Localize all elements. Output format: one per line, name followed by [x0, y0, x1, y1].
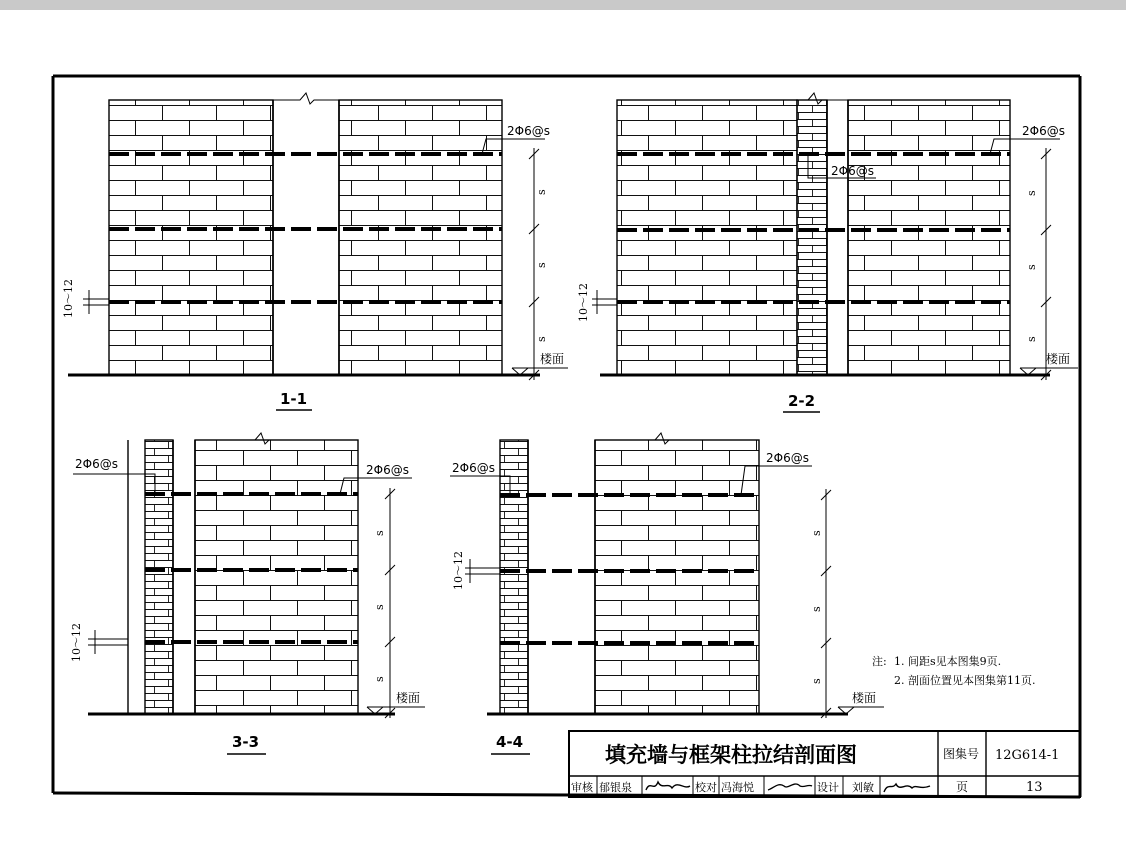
spacing-dimension [385, 488, 395, 718]
brick-wall-right [339, 100, 502, 375]
spacing-s: s [1025, 190, 1038, 196]
floor-label: 楼面 [396, 691, 421, 705]
checker-signature [768, 784, 812, 790]
check-label: 校对 [695, 781, 717, 794]
section-3-3 [70, 433, 425, 754]
spacing-s: s [810, 530, 823, 536]
notes-prefix: 注: [872, 655, 887, 668]
spacing-s: s [535, 262, 548, 268]
page-label: 页 [956, 780, 969, 794]
brick-column-strip [797, 100, 827, 375]
rebar-label: 2Φ6@s [366, 463, 409, 477]
gap-label: 10～12 [62, 279, 75, 318]
gap-label: 10～12 [452, 551, 465, 590]
brick-wall-left [109, 100, 273, 375]
brick-wall-right [848, 100, 1010, 375]
note-item: 2. 剖面位置见本图集第11页. [894, 674, 1036, 687]
page-number: 13 [1026, 780, 1043, 795]
section-title: 1-1 [280, 390, 308, 408]
gap-dimension [83, 290, 109, 314]
spacing-s: s [810, 606, 823, 612]
brick-wall [195, 440, 358, 714]
spacing-dimension [1041, 148, 1051, 380]
atlas-number: 12G614-1 [995, 748, 1060, 763]
designer-name: 刘敏 [852, 781, 874, 794]
spacing-s: s [373, 676, 386, 682]
floor-label: 楼面 [540, 352, 565, 366]
brick-wall [595, 440, 759, 714]
spacing-s: s [810, 678, 823, 684]
rebar-label: 2Φ6@s [1022, 124, 1065, 138]
section-1-1 [62, 93, 568, 410]
design-label: 设计 [817, 781, 839, 794]
section-title: 2-2 [788, 392, 816, 410]
reviewer-signature [646, 782, 690, 790]
gap-dimension [88, 630, 128, 654]
atlas-label: 图集号 [943, 747, 980, 761]
section-2-2 [577, 93, 1078, 412]
brick-column-strip [500, 440, 528, 714]
note-item: 1. 间距s见本图集9页. [894, 655, 1002, 668]
spacing-s: s [1025, 336, 1038, 342]
spacing-s: s [373, 530, 386, 536]
notes [872, 654, 1036, 687]
review-label: 审核 [571, 781, 593, 794]
gap-dimension [465, 559, 500, 583]
rebar-label-left: 2Φ6@s [452, 461, 495, 475]
gap-dimension [592, 290, 617, 314]
section-4-4 [450, 433, 884, 754]
rebar-label-inner: 2Φ6@s [831, 164, 874, 178]
spacing-s: s [535, 189, 548, 195]
rebar-label: 2Φ6@s [766, 451, 809, 465]
brick-column-strip [145, 440, 173, 714]
spacing-s: s [1025, 264, 1038, 270]
rebar-label-left: 2Φ6@s [75, 457, 118, 471]
floor-label: 楼面 [1046, 352, 1071, 366]
spacing-s: s [535, 336, 548, 342]
spacing-s: s [373, 604, 386, 610]
section-title: 3-3 [232, 733, 260, 751]
section-title: 4-4 [496, 733, 524, 751]
floor-label: 楼面 [852, 691, 877, 705]
gap-label: 10～12 [70, 623, 83, 662]
checker-name: 冯海悦 [721, 781, 754, 794]
designer-signature [884, 784, 930, 792]
brick-wall-left [617, 100, 797, 375]
reviewer-name: 郁银泉 [599, 781, 632, 794]
gap-label: 10～12 [577, 283, 590, 322]
drawing-title: 填充墙与框架柱拉结剖面图 [605, 743, 857, 767]
rebar-label: 2Φ6@s [507, 124, 550, 138]
